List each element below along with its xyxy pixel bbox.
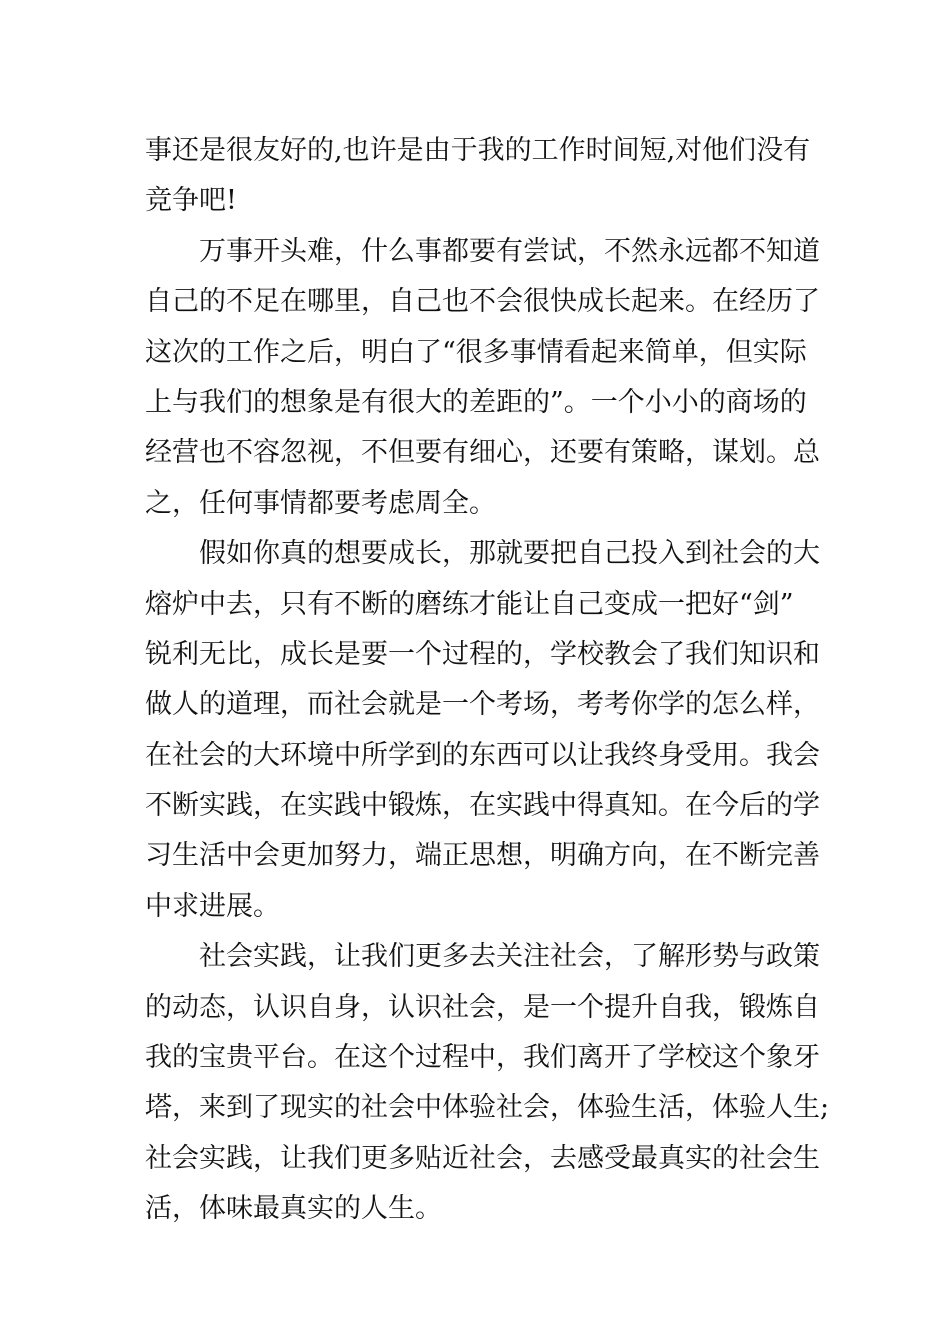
paragraph: [145, 126, 810, 227]
text-line: 习生活中会更加努力，端正思想，明确方向，在不断完善: [145, 840, 820, 872]
text-line: 之，任何事情都要考虑周全。: [145, 487, 496, 519]
text-line: 中求进展。: [145, 890, 280, 922]
text-line: 的动态，认识自身，认识社会，是一个提升自我，锻炼自: [145, 991, 820, 1023]
paragraph: [145, 529, 820, 932]
text-line: 上与我们的想象是有很大的差距的”。一个小小的商场的: [145, 386, 807, 418]
text-line: 锐利无比，成长是要一个过程的，学校教会了我们知识和: [145, 638, 820, 670]
text-line: 自己的不足在哪里，自己也不会很快成长起来。在经历了: [145, 286, 820, 318]
text-line: 经营也不容忽视，不但要有细心，还要有策略，谋划。总: [145, 437, 820, 469]
text-line: 社会实践，让我们更多贴近社会，去感受最真实的社会生: [145, 1142, 820, 1174]
text-line: 我的宝贵平台。在这个过程中，我们离开了学校这个象牙: [145, 1042, 820, 1074]
body-text: [145, 126, 830, 1235]
text-line: 塔，来到了现实的社会中体验社会，体验生活，体验人生;: [145, 1092, 830, 1124]
text-line: 事还是很友好的,也许是由于我的工作时间短,对他们没有: [145, 135, 811, 166]
text-line: 社会实践，让我们更多去关注社会，了解形势与政策: [145, 941, 820, 973]
text-line: 这次的工作之后，明白了“很多事情看起来简单，但实际: [145, 336, 807, 368]
paragraph: [145, 932, 830, 1234]
text-line: 假如你真的想要成长，那就要把自己投入到社会的大: [145, 538, 820, 570]
text-line: 熔炉中去，只有不断的磨练才能让自己变成一把好“剑”: [145, 588, 794, 620]
text-line: 在社会的大环境中所学到的东西可以让我终身受用。我会: [145, 739, 820, 771]
text-line: 竞争吧!: [145, 185, 237, 217]
text-line: 不断实践，在实践中锻炼，在实践中得真知。在今后的学: [145, 790, 820, 822]
text-line: 做人的道理，而社会就是一个考场，考考你学的怎么样，: [145, 689, 820, 721]
text-line: 万事开头难，什么事都要有尝试，不然永远都不知道: [145, 235, 820, 267]
paragraph: [145, 227, 820, 529]
text-line: 活，体味最真实的人生。: [145, 1193, 442, 1225]
